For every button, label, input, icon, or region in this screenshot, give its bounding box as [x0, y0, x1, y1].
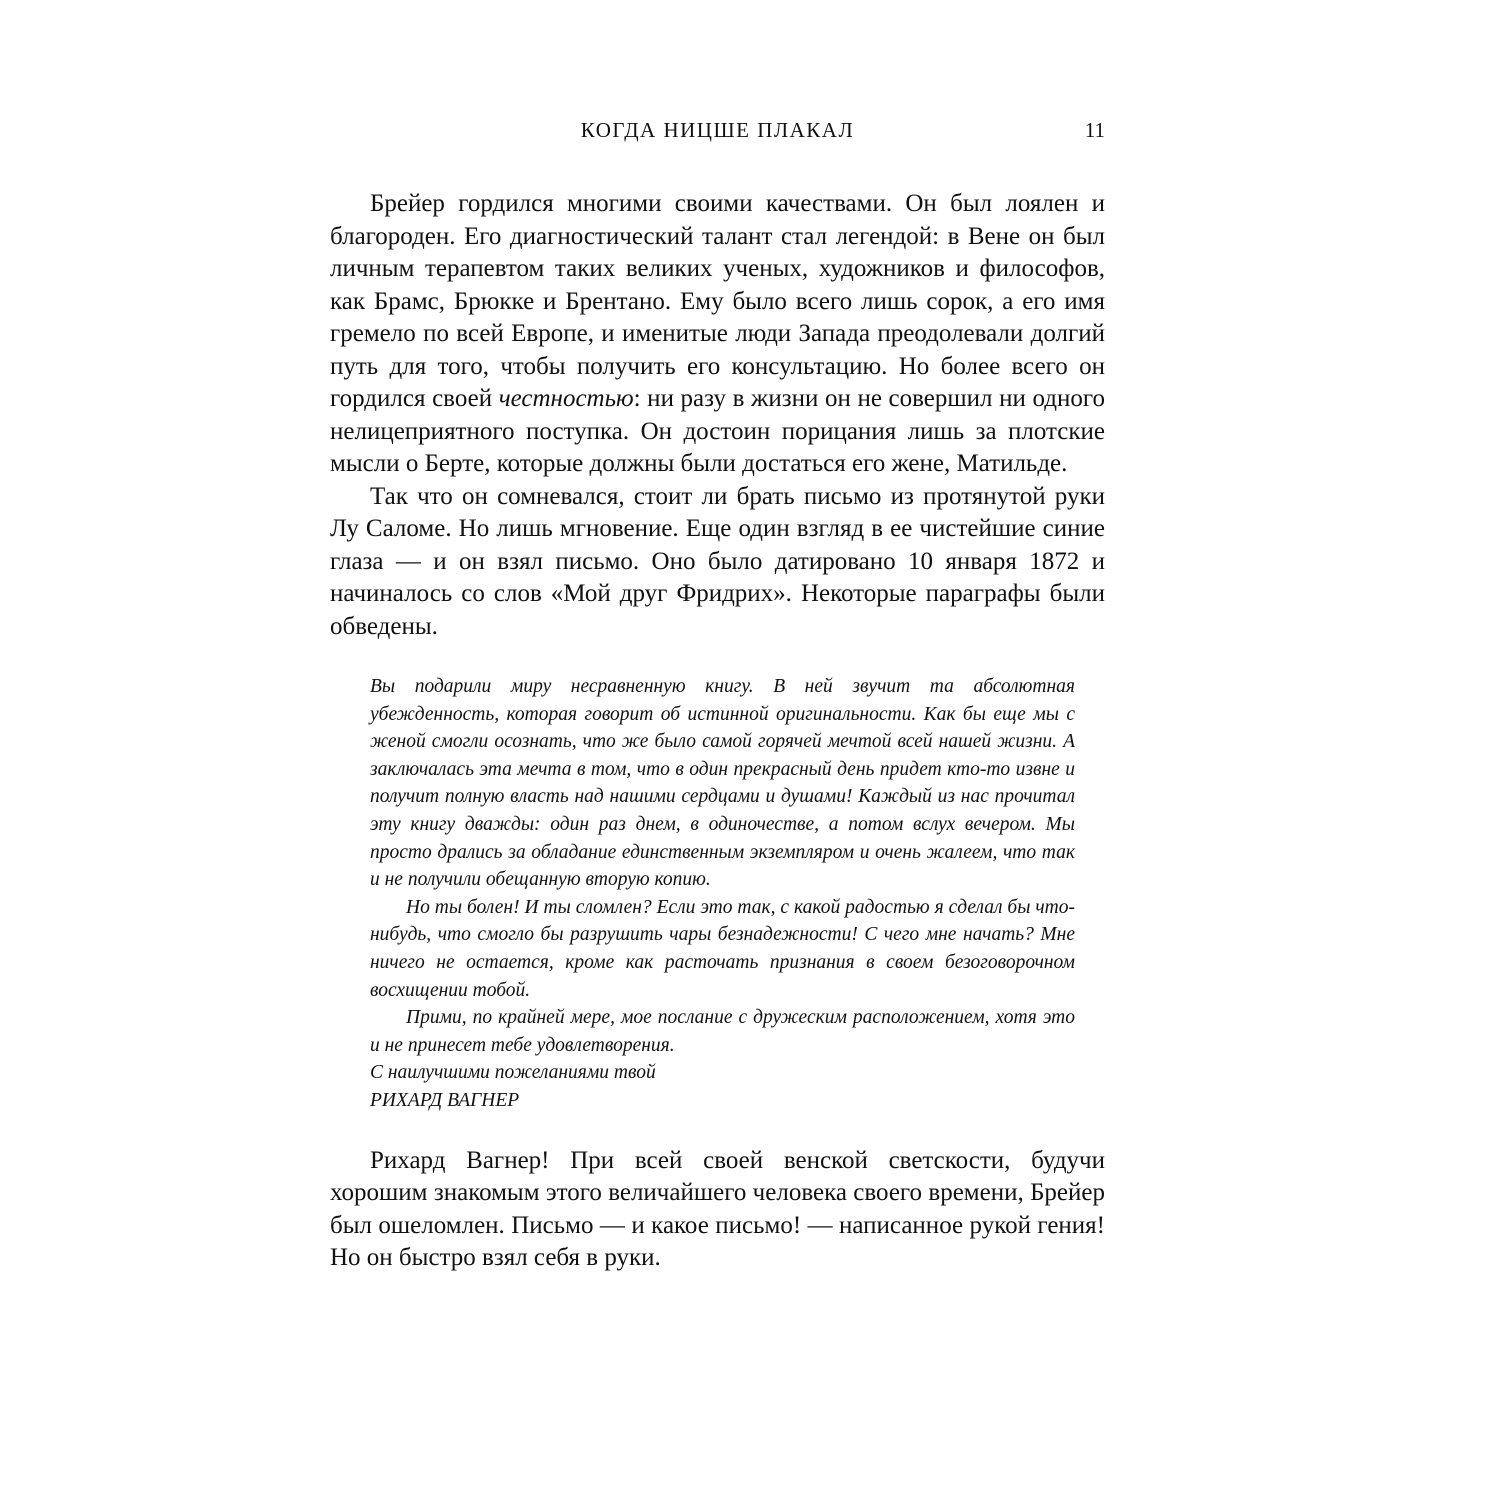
body-paragraph-2: Так что он сомневался, стоит ли брать письмо из протянутой руки Лу Саломе. Но лишь мгновение. Еще один взгляд в ее чистейшие синие глаза — и он взял письмо. Оно было датировано 10 января 1872 и начиналось со слов «Мой друг Фридрих». Некоторые параграфы были обведены. — [330, 482, 1105, 640]
quoted-letter — [370, 673, 1075, 1115]
body-text-after-letter — [330, 1145, 1105, 1275]
emphasis-honesty: честностью — [498, 385, 634, 412]
letter-paragraph-1: Вы подарили миру несравненную книгу. В ней звучит та абсолютная убежденность, которая говорит об истинной оригинальности. Как бы еще мы с женой смогли осознать, что же было самой горячей мечтой всей нашей жизни. А заключалась эта мечта в том, что в один прекрасный день придет кто-то извне и получит полную власть над нашими сердцами и душами! Каждый из нас прочитал эту книгу дважды: один раз днем, в одиночестве, а потом вслух вечером. Мы просто дрались за обладание единственным экземпляром и очень жалеем, что так и не получили обещанную вторую копию. — [370, 676, 1075, 891]
body-paragraph-1 — [330, 188, 1105, 481]
body-paragraph-3: Рихард Вагнер! При всей своей венской светскости, будучи хорошим знакомым этого величайшего человека своего времени, Брейер был ошеломлен. Письмо — и какое письмо! — написанное рукой гения! Но он быстро взял себя в руки. — [330, 1146, 1105, 1271]
letter-paragraph-3: Прими, по крайней мере, мое послание с дружеским расположением, хотя это и не принесет тебе удовлетворения. — [370, 1007, 1075, 1056]
page-number: 11 — [1084, 118, 1105, 142]
body-paragraph-1-start: Брейер гордился многими своими качествами. Он был лоялен и благороден. Его диагностический талант стал легендой: в Вене он был личным терапевтом таких великих ученых, художников и философов, как Брамс, Брюкке и Брентано. Ему было всего лишь сорок, а его имя гремело по всей Европе, и именитые люди Запада преодолевали долгий путь для того, чтобы получить его консультацию. Но более всего он гордился своей — [330, 190, 1105, 412]
letter-paragraph-2: Но ты болен! И ты сломлен? Если это так, с какой радостью я сделал бы что-нибудь, что смогло бы разрушить чары безнадежности! С чего мне начать? Мне ничего не остается, кроме как расточать признания в своем безоговорочном восхищении тобой. — [370, 896, 1075, 1001]
body-text — [330, 188, 1105, 643]
body-paragraph-1-end: : ни разу в жизни он не совершил ни одного нелицеприятного поступка. Он достоин порицания лишь за плотские мысли о Берте, которые должны были достаться его жене, Матильде. — [330, 385, 1105, 477]
running-head — [330, 112, 1105, 148]
running-title: КОГДА НИЦШЕ ПЛАКАЛ — [580, 118, 855, 142]
book-page — [330, 112, 1105, 1275]
letter-signature: РИХАРД ВАГНЕР — [370, 1089, 520, 1111]
letter-closing: С наилучшими пожеланиями твой — [370, 1062, 656, 1084]
